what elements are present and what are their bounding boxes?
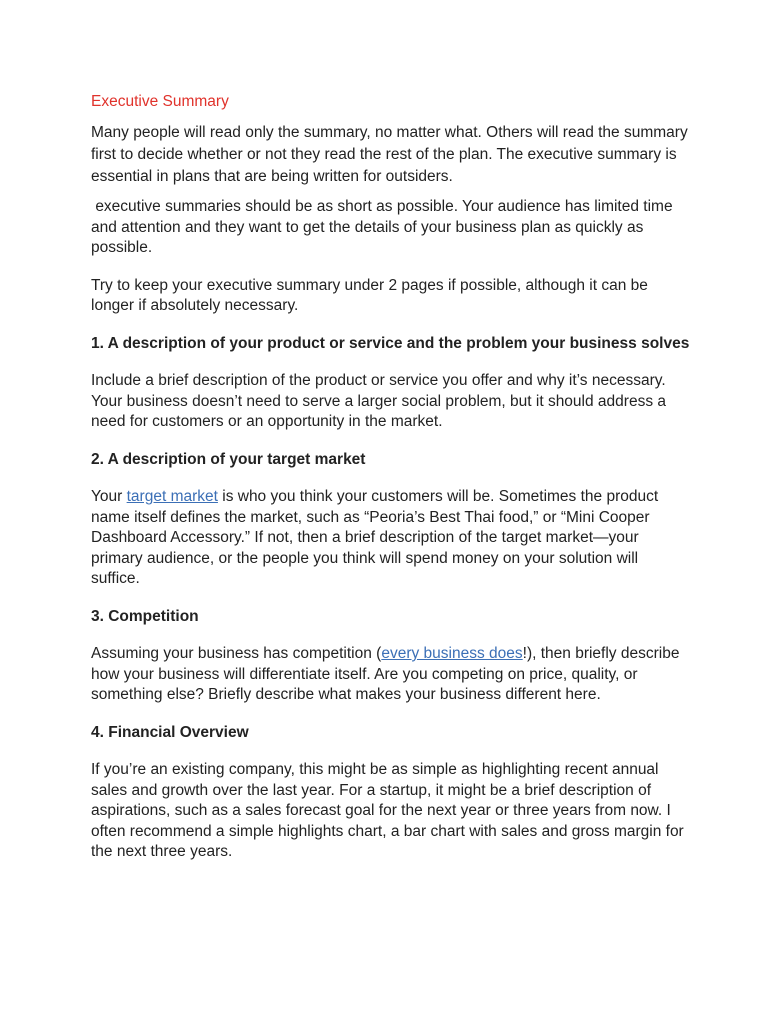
document-title: Executive Summary: [91, 93, 229, 110]
every-business-does-link[interactable]: every business does: [381, 645, 523, 662]
section-3-heading: 3. Competition: [91, 607, 199, 625]
length-paragraph: executive summaries should be as short as possible. Your audience has limited time and attention and they want to get the details of your business plan as quickly as possible.: [91, 198, 677, 256]
section-4-heading: 4. Financial Overview: [91, 723, 249, 741]
section-4-body: If you’re an existing company, this might be as simple as highlighting recent annual sales and growth over the last year. For a startup, it might be a brief description of aspirations, such as a sales forecast goal for the next year or three years from now. I often recommend a simple highlights chart, a bar chart with sales and gross margin for the next three years.: [91, 761, 689, 860]
document-page: [91, 92, 691, 863]
section-2-heading: 2. A description of your target market: [91, 450, 366, 468]
section-2-text-after: is who you think your customers will be. Sometimes the product name itself defines the market, such as “Peoria’s Best Thai food,” or “Mini Cooper Dashboard Accessory.” If not, then a brief description of the target market—your primary audience, or the people you think will spend money on your solution will suffice.: [91, 488, 663, 587]
section-3-text-before: Assuming your business has competition (: [91, 645, 382, 662]
section-2-text-before: Your: [91, 488, 127, 505]
intro-paragraph: Many people will read only the summary, no matter what. Others will read the summary first to decide whether or not they read the rest of the plan. The executive summary is essential in plans that are being written for outsiders.: [91, 124, 693, 185]
section-1-heading: 1. A description of your product or service and the problem your business solves: [91, 334, 690, 352]
section-1-body: Include a brief description of the product or service you offer and why it’s necessary. Your business doesn’t need to serve a larger social problem, but it should address a need for customers or an opportunity in the market.: [91, 372, 671, 430]
pages-paragraph: Try to keep your executive summary under 2 pages if possible, although it can be longer if absolutely necessary.: [91, 276, 653, 314]
section-3-body: [91, 644, 691, 706]
section-2-body: [91, 487, 691, 590]
section-3-text-after: !), then briefly describe how your business will differentiate itself. Are you competing on price, quality, or something else? Briefly describe what makes your business different here.: [91, 645, 684, 703]
target-market-link[interactable]: target market: [126, 488, 218, 505]
